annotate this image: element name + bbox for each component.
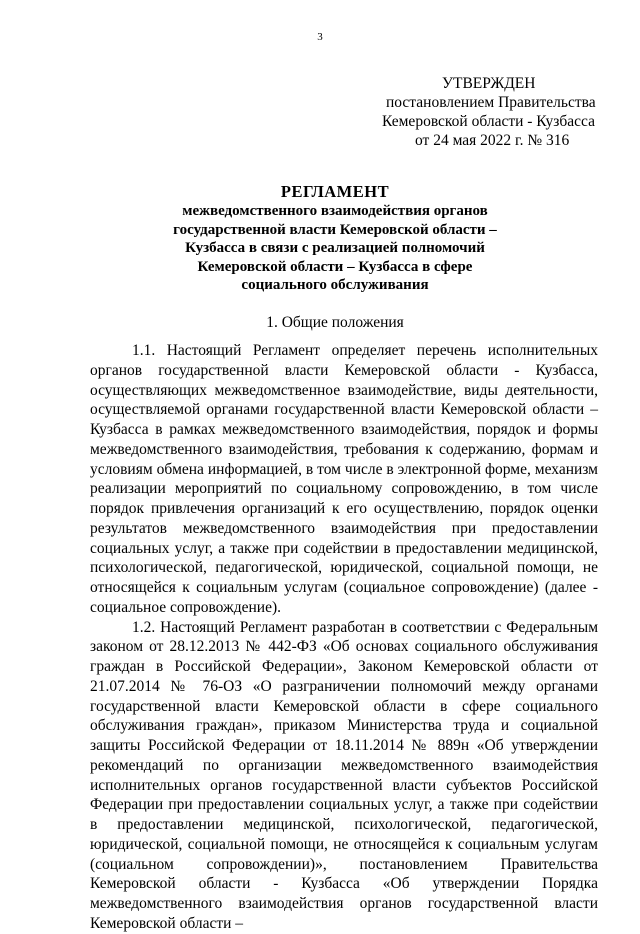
document-subtitle-line: государственной власти Кемеровской области – [173, 221, 497, 238]
document-subtitle-line: социального обслуживания [241, 277, 429, 293]
document-subtitle-line: Кузбасса в связи с реализацией полномочий [185, 240, 485, 256]
document-title: РЕГЛАМЕНТ [280, 182, 390, 201]
document-title-block [90, 182, 580, 295]
approval-line: постановлением Правительства [386, 94, 596, 111]
approval-line: от 24 мая 2022 г. № 316 [415, 132, 570, 149]
document-subtitle-line: межведомственного взаимодействия органов [182, 203, 488, 219]
paragraph: 1.1. Настоящий Регламент определяет перечень исполнительных органов государственной власти Кемеровской области - Кузбасса, осуществляющих межведомственное взаимодействие, виды деятельности, осуществляемой органами государственной власти Кемеровской области – Кузбасса в рамках межведомственного взаимодействия, порядок и формы межведомственного взаимодействия, требования к содержанию, формам и условиям обмена информацией, в том числе в электронной форме, механизм реализации мероприятий по социальному сопровождению, в том числе порядок привлечения организаций к его осуществлению, порядок оценки результатов межведомственного взаимодействия при предоставлении социальных услуг, а также при содействии в предоставлении медицинской, психологической, педагогической, юридической, социальной помощи, не относящейся к социальным услугам (социальное сопровождение) (далее - социальное сопровождение). [90, 342, 598, 616]
document-subtitle-line: Кемеровской области – Кузбасса в сфере [197, 258, 473, 275]
approval-line: УТВЕРЖДЕН [442, 75, 536, 92]
document-body [90, 341, 598, 934]
approval-line: Кемеровской области - Кузбасса [382, 113, 595, 130]
approval-stamp [360, 74, 620, 150]
section-heading: 1. Общие положения [266, 314, 404, 331]
paragraph: 1.2. Настоящий Регламент разработан в соответствии с Федеральным законом от 28.12.2013 № 442-ФЗ «Об основах социального обслуживания граждан в Российской Федерации», Законом Кемеровской области от 21.07.2014 № 76-ОЗ «О разграничении полномочий между органами государственной власти Кемеровской области в сфере социального обслуживания граждан», приказом Министерства труда и социальной защиты Российской Федерации от 18.11.2014 № 889н «Об утверждении рекомендаций по организации межведомственного взаимодействия исполнительных органов государственной власти субъектов Российской Федерации при предоставлении социальных услуг, а также при содействии в предоставлении медицинской, психологической, педагогической, юридической, социальной помощи, не относящейся к социальным услугам (социальном сопровождении)», постановлением Правительства Кемеровской области - Кузбасса «Об утверждении Порядка межведомственного взаимодействия органов государственной власти Кемеровской области – [90, 618, 598, 932]
page-number: 3 [317, 31, 323, 43]
